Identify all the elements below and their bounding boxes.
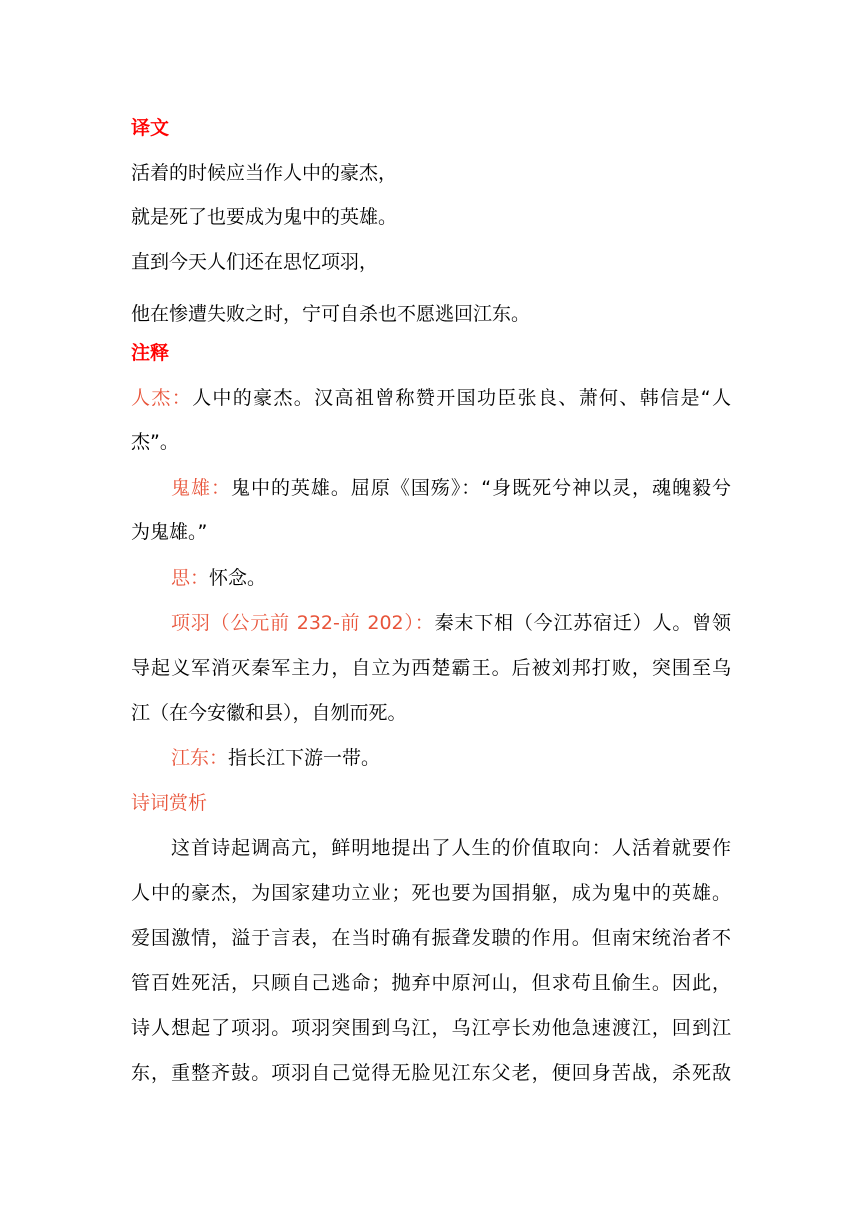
translation-line-4: 他在惨遭失败之时，宁可自杀也不愿逃回江东。 — [131, 303, 531, 325]
note-xiangyu-cont-2: 江（在今安徽和县），自刎而死。 — [131, 702, 407, 724]
note-term: 思： — [171, 567, 210, 589]
note-term: 项羽（公元前 232-前 202）： — [171, 612, 435, 634]
note-text: 人中的豪杰。汉高祖曾称赞开国功臣张良、萧何、韩信是“人 — [192, 387, 731, 409]
note-term: 江东： — [171, 747, 229, 769]
note-text: 指长江下游一带。 — [228, 747, 381, 769]
note-text: 鬼中的英雄。屈原《国殇》：“身既死兮神以灵，魂魄毅兮 — [230, 477, 731, 499]
note-renjie — [131, 386, 731, 410]
appreciation-line-1: 这首诗起调高亢，鲜明地提出了人生的价值取向：人活着就要作 — [171, 837, 731, 859]
appreciation-line-3: 爱国激情，溢于言表，在当时确有振聋发聩的作用。但南宋统治者不 — [131, 927, 731, 949]
appreciation-line-2: 人中的豪杰，为国家建功立业；死也要为国捐躯，成为鬼中的英雄。 — [131, 882, 731, 904]
note-guixiong — [171, 476, 731, 500]
note-jiangdong — [171, 746, 771, 770]
appreciation-line-6: 东，重整齐鼓。项羽自己觉得无脸见江东父老，便回身苦战，杀死敌 — [131, 1062, 731, 1084]
appreciation-heading: 诗词赏析 — [131, 792, 208, 814]
translation-line-1: 活着的时候应当作人中的豪杰， — [131, 162, 398, 184]
note-text: 怀念。 — [209, 567, 267, 589]
note-xiangyu-cont-1: 导起义军消灭秦军主力，自立为西楚霸王。后被刘邦打败，突围至乌 — [131, 657, 731, 679]
appreciation-line-5: 诗人想起了项羽。项羽突围到乌江，乌江亭长劝他急速渡江，回到江 — [131, 1017, 731, 1039]
note-term: 人杰： — [131, 387, 193, 409]
note-term: 鬼雄： — [171, 477, 231, 499]
note-renjie-cont: 杰”。 — [131, 431, 179, 453]
note-guixiong-cont: 为鬼雄。” — [131, 521, 208, 543]
translation-line-2: 就是死了也要成为鬼中的英雄。 — [131, 206, 398, 228]
note-xiangyu — [171, 611, 731, 635]
translation-line-3: 直到今天人们还在思忆项羽， — [131, 251, 379, 273]
note-si — [171, 566, 771, 590]
appreciation-line-4: 管百姓死活，只顾自己逃命；抛弃中原河山，但求苟且偷生。因此， — [131, 972, 731, 994]
translation-heading: 译文 — [131, 117, 170, 139]
note-text: 秦末下相（今江苏宿迁）人。曾领 — [434, 612, 731, 634]
notes-heading: 注释 — [131, 342, 170, 364]
